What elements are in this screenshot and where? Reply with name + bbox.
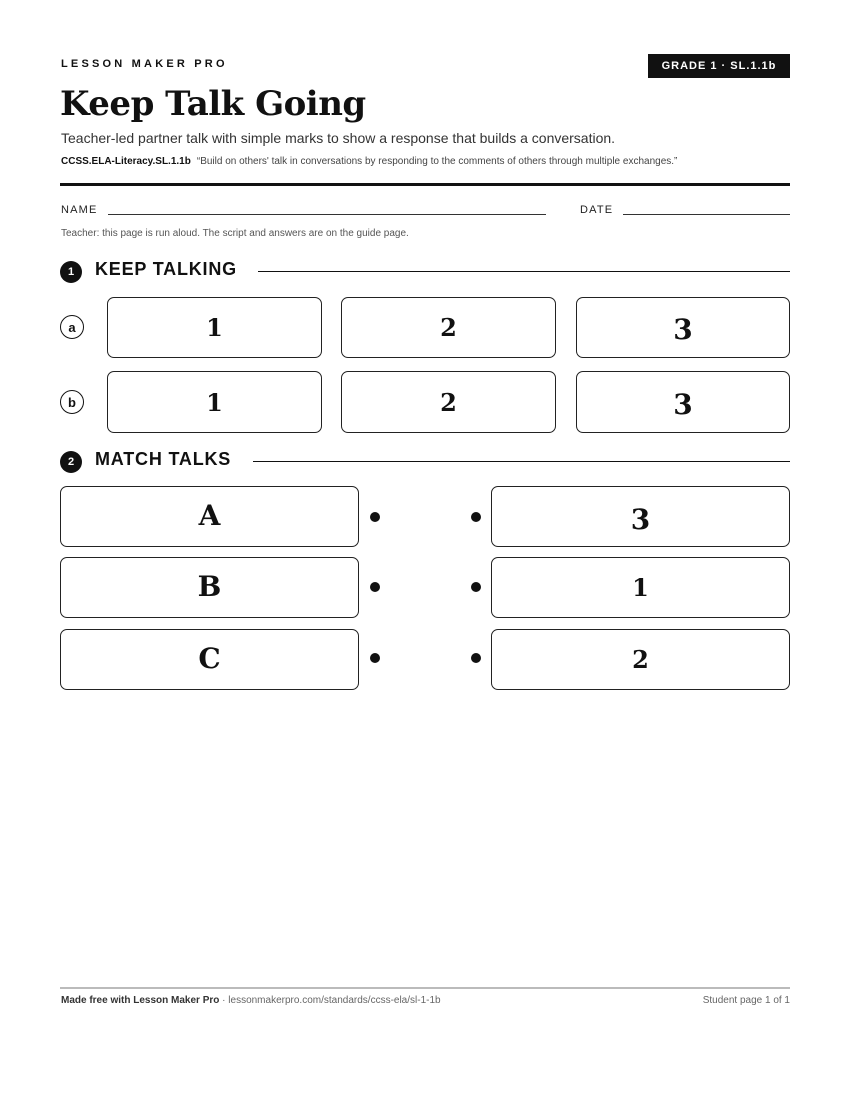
section-2-header (60, 449, 790, 473)
name-field[interactable] (108, 214, 546, 215)
standard-line (61, 156, 677, 167)
match-left-b[interactable]: B (60, 557, 359, 618)
section-2-rule (253, 461, 790, 462)
grade-badge: GRADE 1 · SL.1.1b (648, 54, 790, 78)
section-1-rule (258, 271, 790, 272)
row-b-card-2[interactable]: 2 (341, 371, 556, 433)
match-left-c-dot[interactable] (370, 653, 380, 663)
section-1-number: 1 (60, 261, 82, 283)
match-left-c[interactable]: C (60, 629, 359, 690)
footer-made: Made free with Lesson Maker Pro (61, 995, 220, 1006)
match-right-3[interactable]: 2 (491, 629, 790, 690)
standard-text: “Build on others' talk in conversations by responding to the comments of others through multiple exchanges.” (196, 156, 678, 167)
row-a-card-2[interactable]: 2 (341, 297, 556, 358)
header-divider (60, 183, 790, 186)
page-title: Keep Talk Going (60, 84, 366, 124)
date-label: DATE (580, 204, 614, 216)
row-a-label: a (60, 315, 84, 339)
section-1-header (60, 259, 790, 283)
teacher-note: Teacher: this page is run aloud. The script and answers are on the guide page. (61, 228, 409, 239)
brand-name: LESSON MAKER PRO (61, 58, 228, 70)
match-right-3-dot[interactable] (471, 653, 481, 663)
section-2-number: 2 (60, 451, 82, 473)
match-left-a[interactable]: A (60, 486, 359, 547)
match-right-2-dot[interactable] (471, 582, 481, 592)
row-b-card-3[interactable]: 3 (576, 371, 790, 433)
match-right-1-dot[interactable] (471, 512, 481, 522)
name-label: NAME (61, 204, 98, 216)
match-right-1[interactable]: 3 (491, 486, 790, 547)
row-a-card-1[interactable]: 1 (107, 297, 322, 358)
row-b-label: b (60, 390, 84, 414)
row-b-card-1[interactable]: 1 (107, 371, 322, 433)
section-1-title: KEEP TALKING (95, 259, 237, 279)
footer-url[interactable]: · lessonmakerpro.com/standards/ccss-ela/sl-1-1b (222, 995, 441, 1006)
footer-divider (60, 987, 790, 989)
match-left-b-dot[interactable] (370, 582, 380, 592)
page-subtitle: Teacher-led partner talk with simple marks to show a response that builds a conversation. (61, 130, 616, 146)
standard-code: CCSS.ELA-Literacy.SL.1.1b (61, 156, 191, 167)
section-2-title: MATCH TALKS (95, 449, 232, 469)
date-field[interactable] (623, 214, 790, 215)
footer-page: Student page 1 of 1 (702, 995, 790, 1006)
match-left-a-dot[interactable] (370, 512, 380, 522)
row-a-card-3[interactable]: 3 (576, 297, 790, 358)
match-right-2[interactable]: 1 (491, 557, 790, 618)
footer-credit (61, 995, 441, 1006)
